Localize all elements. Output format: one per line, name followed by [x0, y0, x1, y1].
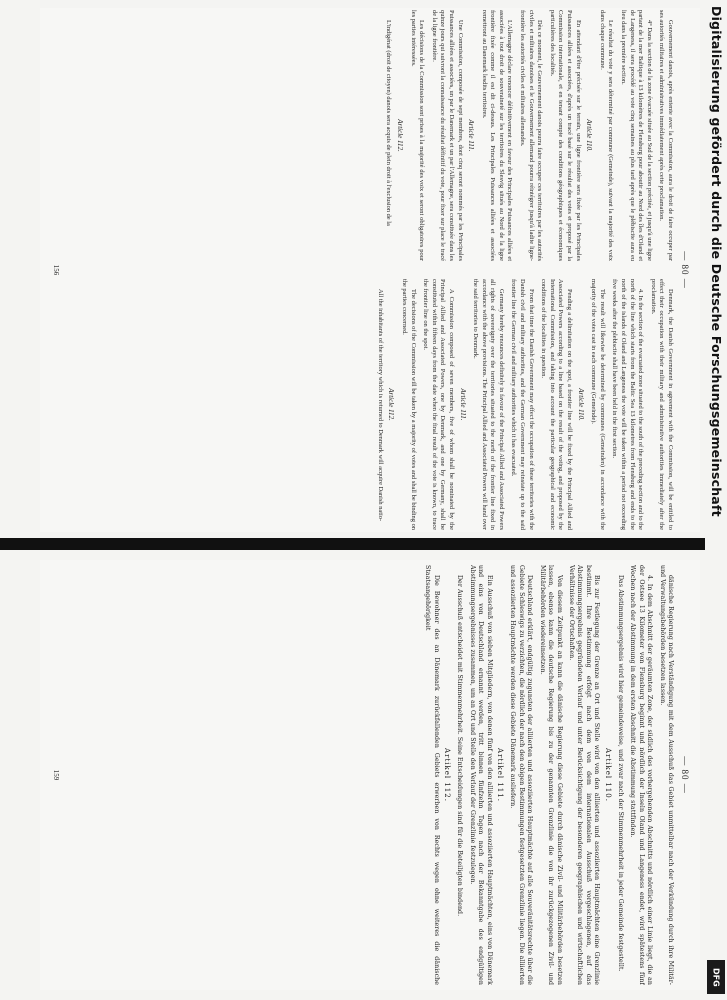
- bottom-columns: [64, 565, 674, 985]
- scan-separator-band: [0, 538, 727, 550]
- paragraph: Der Ausschuß entscheidet mit Stimmenmehrheit. Seine Entscheidungen sind für die Beteiligten bindend.: [456, 575, 464, 917]
- page-header: — 80 —: [680, 756, 690, 794]
- paragraph: Das Abstimmungsergebnis wird hier gemeindeweise, und zwar nach der Stimmenmehrheit in jeder Gemeinde festgestellt.: [616, 575, 624, 972]
- paragraph: Deutschland erklärt, endgültig zugunsten der alliierten und assoziierten Hauptmächte auf alle Souveränitätsrechte über die Gebiete Schleswigs zu verzichten, die nördlich der nach den obigen Bestimmungen festgesetzten Grenzlinie liegen. Die alliierten und assoziierten Hauptmächte werden diese Gebiete Dänemark ausliefern.: [509, 565, 534, 985]
- article-heading: Article 111.: [458, 388, 467, 421]
- paragraph: 4. In dem Abschnitt der geräumten Zone, der südlich des vorhergehenden Abschnitts und nördlich einer Linie liegt, die an der Ostsee 13 Kilometer von Flensburg beginnt und nördlich der Inseln Oland und Langeness endet, wird spätestens fünf Wochen nach der Abstimmung in dem ersten Abschnitt die Abstimmung stattfinden.: [629, 565, 654, 985]
- paragraph: Die Bewohner des an Dänemark zurückfallenden Gebiets erwerben von Rechts wegen ohne weiteres die dänische Staatsangehörigkeit: [424, 565, 440, 985]
- article-heading: Artikel 112.: [443, 748, 452, 802]
- paragraph: The result will likewise be determined by communes (Gemeinden) in accordance with the majority of the votes cast in each commune (Gemeinde).: [590, 279, 606, 530]
- paragraph: Gouvernement danois, après entente avec la Commission, aura le droit de faire occuper par ses autorités militaires et administratives immédiatement après cette proclamation.: [658, 10, 674, 261]
- page-header: — 80 —: [680, 251, 690, 289]
- article-heading: Artikel 111.: [496, 748, 505, 802]
- paragraph: Von diesem Zeitpunkt an kann die dänische Regierung diese Gebiete durch dänische Zivil- und Militärbehörden besetzen lassen, ebenso kann die deutsche Regierung bis zu der genannten Grenzlinie die von ihr zurückgezogenen Zivil- und Militärbehörden wiedereinsetzen.: [538, 565, 563, 985]
- digitization-watermark: [705, 0, 727, 1000]
- paragraph: Bis zur Festlegung der Grenze an Ort und Stelle wird von den alliierten und assoziierten Hauptmächten eine Grenzlinie bestimmt. Ihre Bestimmung erfolgt nach dem von dem internationalen Ausschuß vorgeschlagenen, auf das Abstimmungsergebnis gegründeten Verlauf und unter Berücksichtigung der besonderen geographischen und wirtschaftlichen Verhältnisse der Ortschaften.: [567, 565, 601, 985]
- article-heading: Article 112.: [387, 388, 396, 421]
- paragraph: Germany hereby renounces definitely in favour of the Principal Allied and Associated Powers all rights of sovereignty over the territories situated to the north of the frontier line fixed in accordance with the above provisions. The Principal Allied and Associated Powers will hand over the said territories to Denmark.: [472, 279, 505, 530]
- german-column: [64, 565, 674, 985]
- paragraph: Les décisions de la Commission sont prises à la majorité des voix et seront obligatoires pour les parties intéressées.: [409, 10, 426, 261]
- paragraph: A Commission composed of seven members, five of whom shall be nominated by the Principal Allied and Associated Powers, one by Denmark, and one by Germany, shall be constituted within fifteen days from the date when the final result of the vote is known, to trace the frontier line on the spot.: [422, 279, 455, 530]
- paragraph: dänische Regierung nach Verständigung mit dem Ausschuß das Gebiet unmittelbar nach der Verkündung durch ihre Militär- und Verwaltungsbehörden besetzen lassen.: [658, 565, 674, 985]
- paragraph: 4° Dans la section de la zone évacuée située au Sud de la section précitée, et jusqu'à une ligne partant de la mer Baltique à 13 kilomètres de Flensburg pour aboutir au Nord des îles d'Oland et de Langeness, il sera procédé au vote cinq semaines au plus tard après que le plébiscite aura eu lieu dans la première section.: [620, 10, 653, 261]
- paragraph: L'Allemagne déclare renoncer définitivement en faveur des Principales Puissances alliées et associées à tout droit de souveraineté sur les territoires du Slesvig situés au Nord de la ligne frontière fixée comme il est dit ci-dessus. Les Principales Puissances alliées et associées remettront au Danemark lesdits territoires.: [480, 10, 514, 261]
- page-number: 159: [52, 769, 60, 781]
- paragraph: Pending a delimitation on the spot, a frontier line will be fixed by the Principal Allied and Associated Powers according to a line based on the result of the voting, and proposed by the International Commission, and taking into account the particular geographical and economic conditions of the localities in question.: [540, 279, 574, 530]
- paragraph: En attendant d'être précisée sur le terrain, une ligne frontière sera fixée par les Principales Puissances alliées et associées, d'après un tracé basé sur le résultat des votes et proposé par la Commission internationale, et en tenant compte des conditions géographiques et économiques particulières des localités.: [548, 10, 582, 261]
- top-page-rotated-content: [50, 10, 690, 530]
- bottom-page-rotated-content: [50, 565, 690, 985]
- paragraph: Le résultat du vote y sera déterminé par commune (Gemeinde), suivant la majorité des voix dans chaque commune.: [598, 10, 615, 261]
- top-page: [40, 8, 700, 532]
- paragraph: All the inhabitants of the territory which is returned to Denmark will acquire Danish natio-: [376, 289, 384, 522]
- article-heading: Article 112.: [395, 119, 404, 152]
- page-number: 156: [52, 264, 60, 276]
- article-heading: Article 110.: [576, 388, 585, 421]
- paragraph: 4. In the section of the evacuated zone situated to the south of the preceding section and to the north of the line which starts from the Baltic Sea 13 kilometres from Flensburg and ends to the north of the islands of Oland and Langeness the vote will be taken within a period not exceeding five weeks after the plebiscite shall have been held in the first section.: [611, 279, 645, 530]
- paragraph: Ein Ausschuß von sieben Mitgliedern, von denen fünf von den alliierten und assoziierten Hauptmächten, eins von Dänemark und eins von Deutschland ernannt werden, tritt binnen fünfzehn Tagen nach der Bekanntgabe des endgültigen Abstimmungsergebnisses zusammen, um an Ort und Stelle den Verlauf der Grenzlinie festzulegen.: [468, 565, 493, 985]
- article-heading: Article 110.: [585, 119, 594, 152]
- bottom-page: [40, 560, 700, 990]
- dfg-logo-icon: DFG: [707, 960, 725, 994]
- english-column: [64, 279, 674, 530]
- french-column: [64, 10, 674, 261]
- paragraph: From that time the Danish Government may effect the occupation of these territories with the Danish civil and military authorities, and the German Government may reinstate up to the said frontier line the German civil and military authorities which it has evacuated.: [510, 279, 535, 530]
- article-heading: Artikel 110.: [603, 748, 612, 802]
- paragraph: Dès ce moment, le Gouvernement danois pourra faire occuper ces territoires par les autorités civiles et militaires danoises et le Gouvernement allemand pourra réintégrer jusqu'à ladite ligne-frontière les autorités civiles et militaires allemandes.: [519, 10, 544, 261]
- article-heading: Article 111.: [467, 119, 476, 152]
- paragraph: L'indigénat (droit de citoyen) danois sera acquis de plein droit à l'exclusion de la: [385, 20, 393, 226]
- top-columns: [64, 10, 674, 530]
- paragraph: Une Commission, composée de sept membres, dont cinq seront nommés par les Principales Puissances alliées et associées, un par le Danemark et un par l'Allemagne, sera constituée dans les quinze jours qui suivront la connaissance du résultat définitif du vote, pour fixer sur place le tracé de la ligne frontière.: [430, 10, 464, 261]
- paragraph: Denmark, the Danish Government in agreement with the Commission, will be entitled to effect their occupation with their military and administrative authorities immediately after the proclamation.: [649, 279, 674, 530]
- watermark-text: Digitalisierung gefördert durch die Deutsche Forschungsgemeinschaft: [709, 6, 724, 517]
- paragraph: The decisions of the Commission will be taken by a majority of votes and shall be binding on the parties concerned.: [400, 279, 417, 530]
